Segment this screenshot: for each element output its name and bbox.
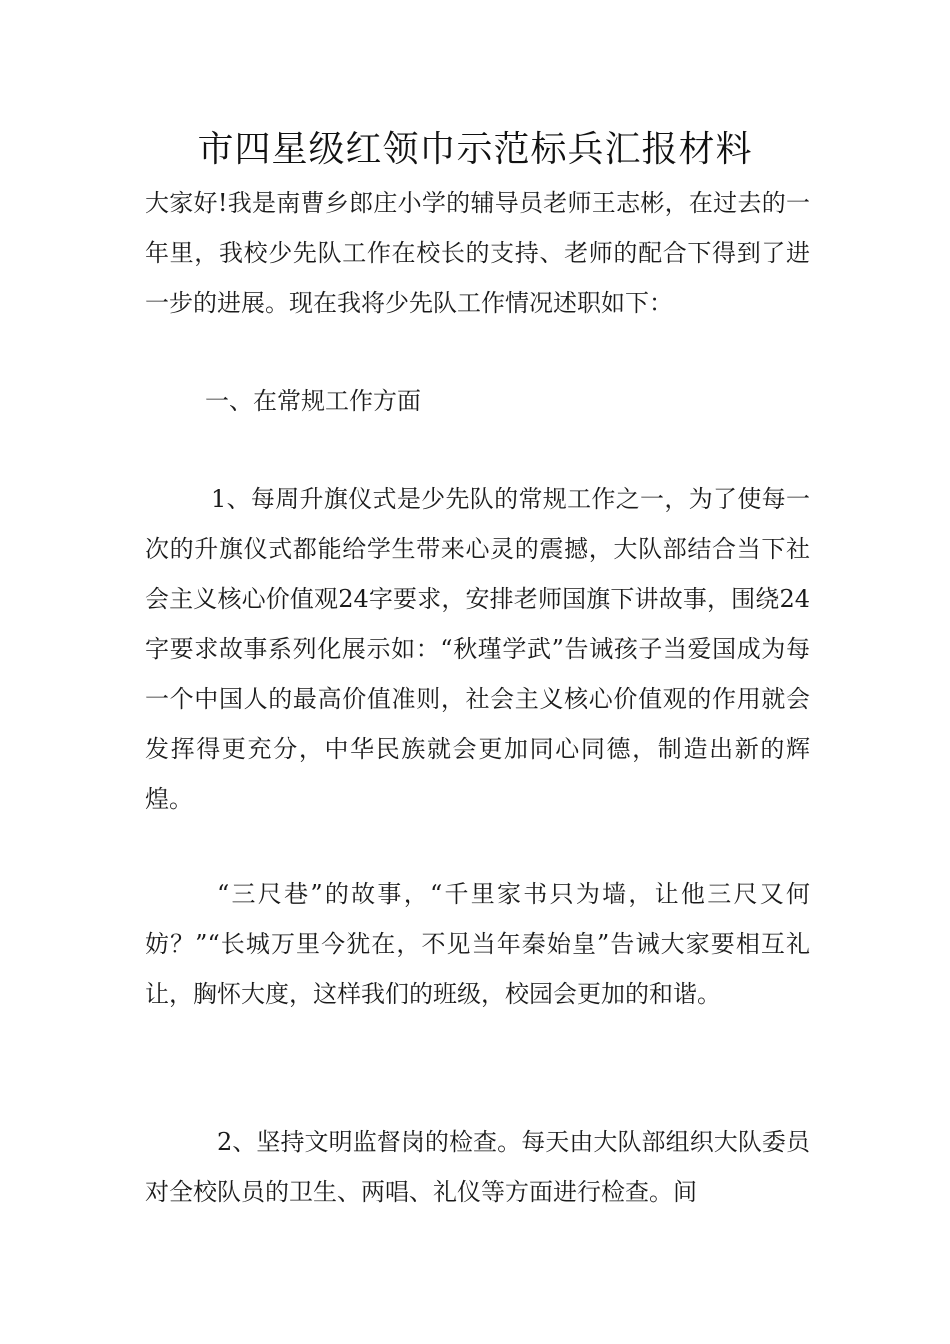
story-paragraph: “三尺巷”的故事，“千里家书只为墙，让他三尺又何妨？”“长城万里今犹在，不见当年秦始皇”告诫大家要相互礼让，胸怀大度，这样我们的班级，校园会更加的和谐。: [145, 880, 810, 1008]
intro-paragraph: 大家好!我是南曹乡郎庄小学的辅导员老师王志彬，在过去的一年里，我校少先队工作在校长的支持、老师的配合下得到了进一步的进展。现在我将少先队工作情况述职如下：: [145, 189, 810, 317]
item-1-paragraph: 1、每周升旗仪式是少先队的常规工作之一，为了使每一次的升旗仪式都能给学生带来心灵的震撼，大队部结合当下社会主义核心价值观24字要求，安排老师国旗下讲故事，围绕24字要求故事系列化展示如：“秋瑾学武”告诫孩子当爱国成为每一个中国人的最高价值准则，社会主义核心价值观的作用就会发挥得更充分，中华民族就会更加同心同德，制造出新的辉煌。: [145, 485, 810, 813]
section-heading: 一、在常规工作方面: [205, 387, 421, 415]
document-title: 市四星级红领巾示范标兵汇报材料: [197, 129, 753, 170]
item-2-paragraph: 2、坚持文明监督岗的检查。每天由大队部组织大队委员对全校队员的卫生、两唱、礼仪等方面进行检查。间: [145, 1128, 810, 1206]
